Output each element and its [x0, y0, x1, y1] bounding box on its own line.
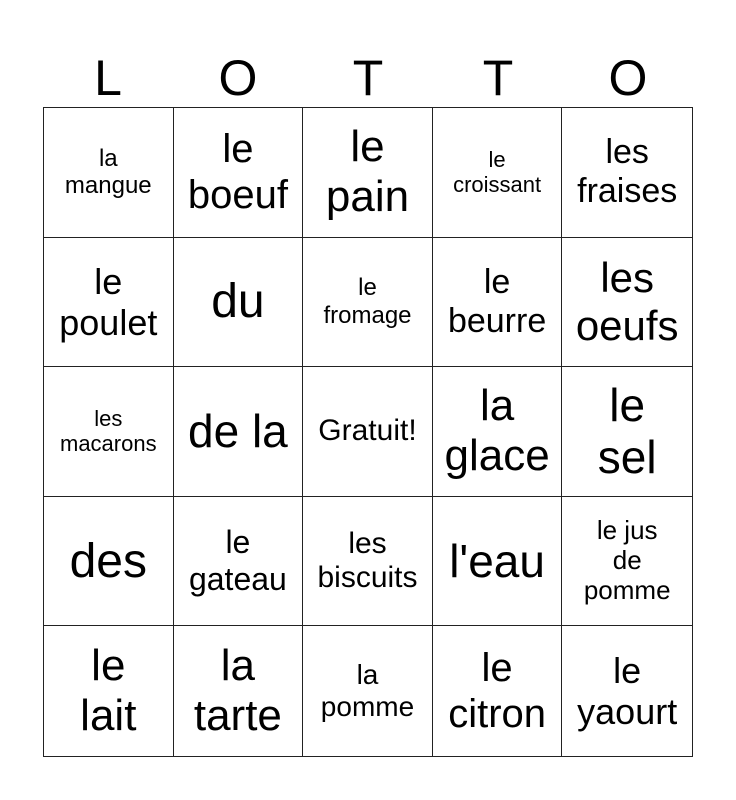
- bingo-board: [43, 107, 693, 757]
- cell-text: la pomme: [320, 659, 415, 723]
- bingo-cell[interactable]: [44, 497, 174, 627]
- cell-text: les macarons: [60, 406, 157, 457]
- bingo-cell[interactable]: [562, 108, 692, 238]
- bingo-cell[interactable]: [174, 238, 304, 368]
- cell-text: la glace: [444, 380, 550, 481]
- bingo-cell[interactable]: [174, 367, 304, 497]
- bingo-cell[interactable]: [44, 108, 174, 238]
- cell-text: les biscuits: [317, 526, 418, 595]
- header-letter: T: [482, 50, 514, 106]
- bingo-cell[interactable]: [303, 626, 433, 756]
- cell-text: le jus de pomme: [583, 515, 671, 606]
- bingo-cell[interactable]: [562, 497, 692, 627]
- cell-text: le beurre: [447, 262, 547, 340]
- bingo-cell[interactable]: [562, 238, 692, 368]
- bingo-cell[interactable]: [303, 497, 433, 627]
- cell-text: le lait: [80, 640, 137, 741]
- bingo-header: [43, 44, 693, 108]
- bingo-cell[interactable]: [433, 626, 563, 756]
- cell-text: le sel: [597, 378, 657, 484]
- cell-text: le pain: [325, 121, 410, 222]
- header-letter: L: [94, 50, 122, 106]
- bingo-cell[interactable]: [562, 367, 692, 497]
- cell-text: le croissant: [453, 147, 542, 198]
- cell-text: le boeuf: [187, 127, 288, 218]
- header-letter: O: [218, 50, 258, 106]
- cell-text: le poulet: [59, 260, 158, 343]
- bingo-cell[interactable]: [44, 626, 174, 756]
- header-letter: O: [608, 50, 648, 106]
- cell-text: le fromage: [323, 274, 412, 329]
- bingo-cell[interactable]: [44, 367, 174, 497]
- bingo-cell[interactable]: [174, 108, 304, 238]
- cell-text: de la: [188, 405, 288, 458]
- cell-text: la tarte: [193, 640, 282, 741]
- bingo-cell[interactable]: [433, 367, 563, 497]
- cell-text: du: [211, 275, 265, 329]
- bingo-cell[interactable]: [303, 108, 433, 238]
- bingo-cell[interactable]: [44, 238, 174, 368]
- bingo-cell[interactable]: [433, 497, 563, 627]
- cell-text: le yaourt: [577, 649, 678, 733]
- bingo-cell[interactable]: [562, 626, 692, 756]
- bingo-cell[interactable]: [174, 497, 304, 627]
- bingo-cell[interactable]: [303, 367, 433, 497]
- cell-text: le gateau: [188, 524, 287, 598]
- cell-text: l'eau: [449, 534, 545, 587]
- header-letter: T: [352, 50, 384, 106]
- cell-text: le citron: [448, 646, 546, 737]
- bingo-cell[interactable]: [433, 108, 563, 238]
- cell-text: les oeufs: [575, 253, 679, 349]
- cell-text: des: [69, 534, 147, 588]
- cell-text: la mangue: [64, 144, 152, 200]
- bingo-cell[interactable]: [174, 626, 304, 756]
- bingo-cell[interactable]: [433, 238, 563, 368]
- bingo-cell[interactable]: [303, 238, 433, 368]
- cell-text: les fraises: [577, 133, 678, 211]
- cell-text: Gratuit!: [318, 414, 417, 448]
